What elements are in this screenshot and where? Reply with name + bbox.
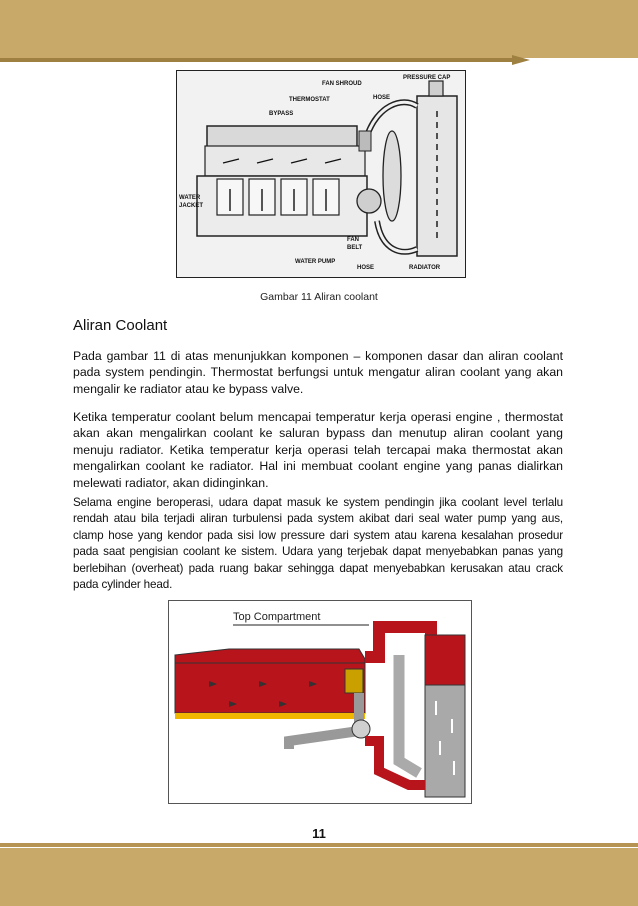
section-heading: Aliran Coolant [73, 317, 168, 334]
coolant-compartment-diagram [168, 600, 472, 804]
header-band-tip [512, 55, 530, 65]
label-hose-bottom: HOSE [357, 265, 375, 271]
figure-caption: Gambar 11 Aliran coolant [260, 291, 378, 303]
label-fan: FAN [347, 237, 359, 243]
paragraph-2: Ketika temperatur coolant belum mencapai temperatur kerja operasi engine , thermostat akan akan mengalirkan coolant ke saluran bypass dan menutup aliran coolant yang menuju radiator. Ketika temperatur kerja operasi telah tercapai maka thermostat akan mengalirkan coolant ke radiator. Hal ini membuat coolant engine yang panas dialirkan melewati radiator, akan didinginkan. [73, 410, 563, 490]
label-radiator: RADIATOR [409, 265, 441, 271]
label-fan-shroud: FAN SHROUD [322, 81, 362, 87]
paragraph-3: Selama engine beroperasi, udara dapat masuk ke system pendingin jika coolant level terlalu rendah atau bila terjadi aliran turbulensi pada system akibat dari seal water pump yang aus, clamp hose yang kendor pada sisi low pressure dari system atau karena kesalahan prosedur pada saat pengisian coolant ke sistem. Udara yang terjebak dapat menyebabkan panas yang berlebihan (overheat) pada ruang bakar sehingga dapat menyebabkan kerusakan atau crack pada cylinder head. [73, 496, 563, 592]
footer-band [0, 848, 638, 906]
label-thermostat: THERMOSTAT [289, 97, 330, 103]
paragraph-1: Pada gambar 11 di atas menunjukkan komponen – komponen dasar dan aliran coolant pada system pendingin. Thermostat berfungsi untuk mengatur aliran coolant yang akan mengalir ke radiator atau ke bypass valve. [73, 349, 563, 396]
header-band-line [0, 58, 520, 62]
label-hose-top: HOSE [373, 95, 391, 101]
label-top-compartment: Top Compartment [233, 611, 321, 623]
label-belt: BELT [347, 245, 363, 251]
cooling-system-diagram [176, 70, 466, 278]
header-band [0, 0, 638, 58]
label-water: WATER [179, 195, 201, 201]
page-number: 11 [312, 826, 326, 841]
label-water-pump: WATER PUMP [295, 259, 336, 265]
label-jacket: JACKET [179, 203, 204, 209]
label-bypass: BYPASS [269, 111, 294, 117]
footer-band-line [0, 843, 638, 847]
label-pressure-cap: PRESSURE CAP [403, 75, 451, 81]
